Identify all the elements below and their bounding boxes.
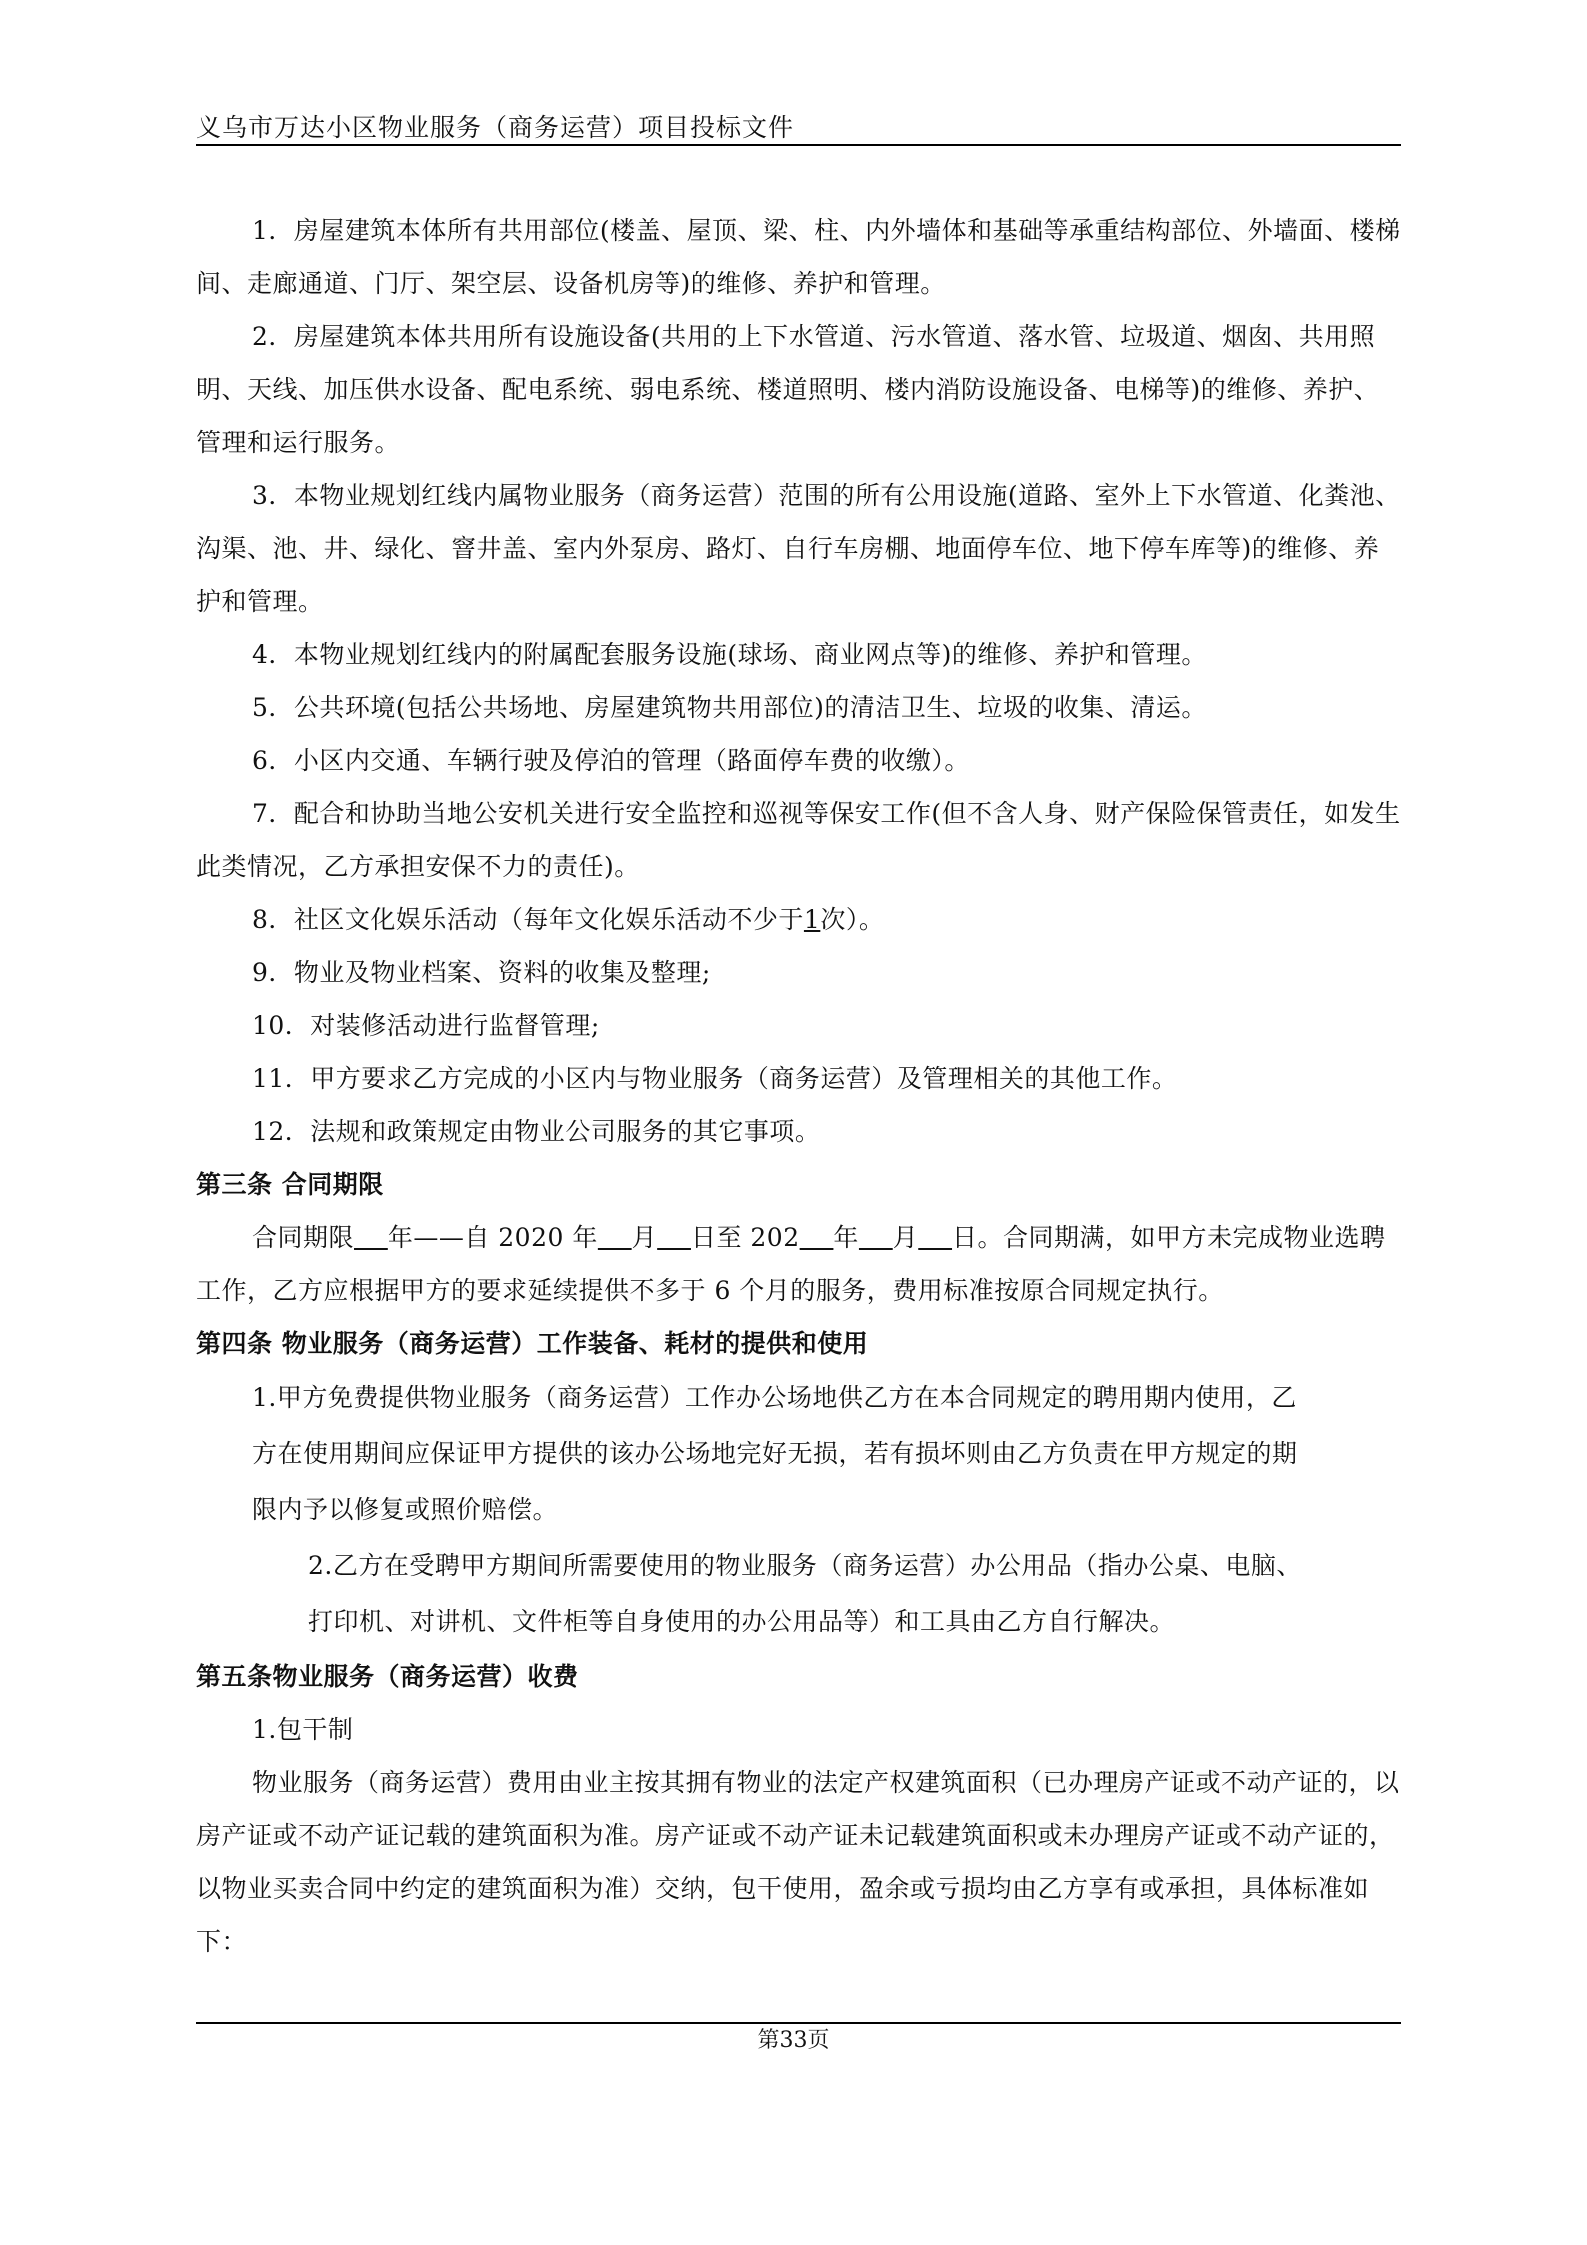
article-5-body: 物业服务（商务运营）费用由业主按其拥有物业的法定产权建筑面积（已办理房产证或不动产证的，以房产证或不动产证记载的建筑面积为准。房产证或不动产证未记载建筑面积或未办理房产证或不动产证的，以物业买卖合同中约定的建筑面积为准）交纳，包干使用，盈余或亏损均由乙方享有或承担，具体标准如下： <box>196 1768 1400 1956</box>
clause-item-10: 10．对装修活动进行监督管理; <box>252 1011 600 1040</box>
activity-count: 1 <box>803 905 821 934</box>
clause-item-11: 11．甲方要求乙方完成的小区内与物业服务（商务运营）及管理相关的其他工作。 <box>252 1064 1178 1093</box>
blank-end-year <box>800 1223 834 1252</box>
header-divider <box>196 144 1401 146</box>
blank-end-month <box>859 1223 893 1252</box>
clause-item-2: 2．房屋建筑本体共用所有设施设备(共用的上下水管道、污水管道、落水管、垃圾道、烟囱、共用照明、天线、加压供水设备、配电系统、弱电系统、楼道照明、楼内消防设施设备、电梯等)的维修、养护、管理和运行服务。 <box>196 322 1380 457</box>
document-body <box>196 204 1401 1968</box>
article-4-p2-line-2: 打印机、对讲机、文件柜等自身使用的办公用品等）和工具由乙方自行解决。 <box>308 1607 1176 1636</box>
article-3-heading: 第三条 合同期限 <box>196 1170 384 1199</box>
clause-item-5: 5．公共环境(包括公共场地、房屋建筑物共用部位)的清洁卫生、垃圾的收集、清运。 <box>252 693 1207 722</box>
article-4-p1-line-2: 方在使用期间应保证甲方提供的该办公场地完好无损，若有损坏则由乙方负责在甲方规定的期 <box>252 1439 1298 1468</box>
article-3-line-2: 工作，乙方应根据甲方的要求延续提供不多于 6 个月的服务，费用标准按原合同规定执行。 <box>196 1276 1224 1305</box>
clause-item-8-text: 8．社区文化娱乐活动（每年文化娱乐活动不少于 <box>252 905 804 934</box>
blank-start-month <box>598 1223 632 1252</box>
article-5-heading: 第五条物业服务（商务运营）收费 <box>196 1662 579 1691</box>
footer-divider <box>196 2022 1401 2024</box>
article-3-line-1: 合同期限 年——自 2020 年 月 日至 202 年 月 日。合同期满，如甲方未完成物业选聘 <box>252 1223 1386 1252</box>
clause-item-9: 9．物业及物业档案、资料的收集及整理; <box>252 958 711 987</box>
article-4-p1-line-1: 1.甲方免费提供物业服务（商务运营）工作办公场地供乙方在本合同规定的聘用期内使用，乙 <box>252 1383 1297 1412</box>
clause-item-12: 12．法规和政策规定由物业公司服务的其它事项。 <box>252 1117 821 1146</box>
blank-end-day <box>918 1223 952 1252</box>
article-5-sub: 1.包干制 <box>252 1715 354 1744</box>
article-4-heading: 第四条 物业服务（商务运营）工作装备、耗材的提供和使用 <box>196 1329 869 1358</box>
clause-item-7: 7．配合和协助当地公安机关进行安全监控和巡视等保安工作(但不含人身、财产保险保管责任，如发生此类情况，乙方承担安保不力的责任)。 <box>196 799 1401 881</box>
clause-item-3: 3．本物业规划红线内属物业服务（商务运营）范围的所有公用设施(道路、室外上下水管道、化粪池、沟渠、池、井、绿化、窨井盖、室内外泵房、路灯、自行车房棚、地面停车位、地下停车库等)的维修、养护和管理。 <box>196 481 1401 616</box>
clause-item-6: 6．小区内交通、车辆行驶及停泊的管理（路面停车费的收缴）。 <box>252 746 970 775</box>
clause-item-8-end: 次）。 <box>820 905 885 934</box>
blank-start-day <box>657 1223 691 1252</box>
clause-item-8 <box>196 893 1401 946</box>
clause-item-1: 1．房屋建筑本体所有共用部位(楼盖、屋顶、梁、柱、内外墙体和基础等承重结构部位、外墙面、楼梯间、走廊通道、门厅、架空层、设备机房等)的维修、养护和管理。 <box>196 216 1401 298</box>
article-4-p1-line-3: 限内予以修复或照价赔偿。 <box>252 1495 559 1524</box>
page-number: 第33页 <box>757 2028 830 2053</box>
clause-item-4: 4．本物业规划红线内的附属配套服务设施(球场、商业网点等)的维修、养护和管理。 <box>252 640 1207 669</box>
article-4-p2-line-1: 2.乙方在受聘甲方期间所需要使用的物业服务（商务运营）办公用品（指办公桌、电脑、 <box>308 1551 1302 1580</box>
page-header: 义乌市万达小区物业服务（商务运营）项目投标文件 <box>196 113 795 142</box>
blank-years <box>354 1223 388 1252</box>
